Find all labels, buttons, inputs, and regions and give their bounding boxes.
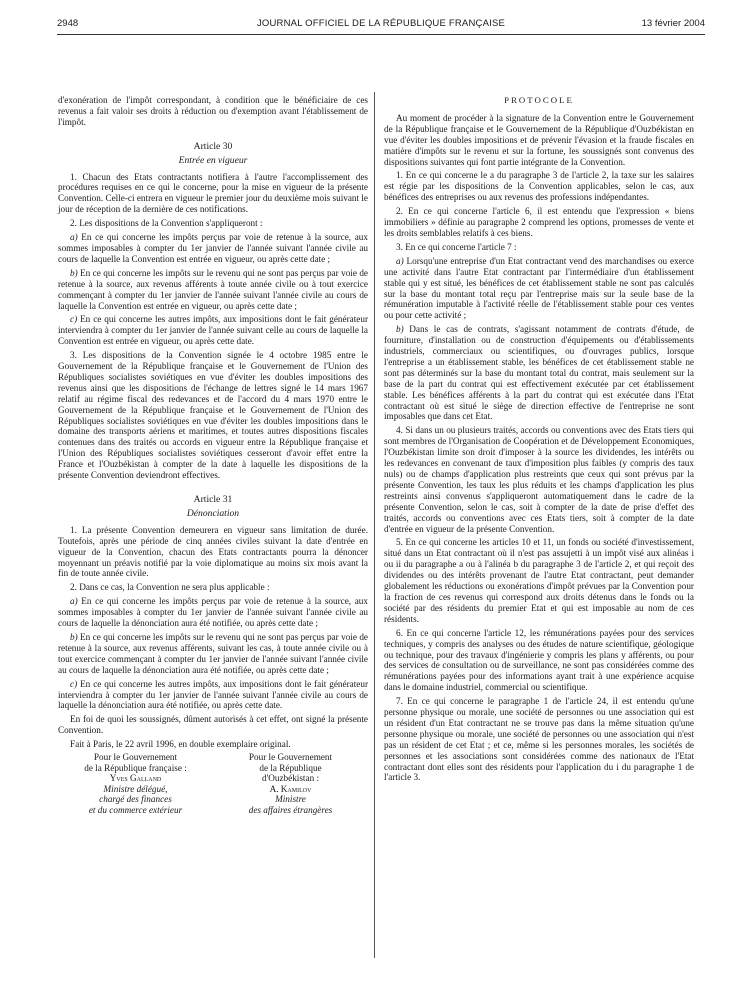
item-label: a) [70, 596, 78, 607]
signatory-line: Pour le Gouvernement [248, 752, 333, 763]
place-and-date: Fait à Paris, le 22 avril 1996, en double exemplaire original. [70, 739, 291, 750]
article-31-p2: 2. Dans ce cas, la Convention ne sera plus applicable : [70, 582, 270, 593]
signature-uzbekistan [213, 752, 368, 816]
item-text: En ce qui concerne les impôts perçus par voie de retenue à la source, aux sommes imposables à compter du 1er janvier de l'année suivant l'année civile au cours de laquelle la dénonciation aura été notifiée, ou après cette date ; [58, 596, 368, 629]
item-label: b) [70, 631, 78, 642]
signatory-role: et du commerce extérieur [88, 805, 183, 815]
article-30-p2: 2. Les dispositions de la Convention s'appliqueront : [70, 218, 263, 229]
item-label: c) [70, 314, 78, 325]
protocole-p6: 6. En ce qui concerne l'article 12, les rémunérations payées pour des services techniques, y compris des analyses ou des études de nature scientifique, géologique ou technique, pour des travaux d'ingénierie y compris les plans y afférents, ou pour des services de consultation ou de surveillance, ne sont pas considérées comme des rémunérations payées pour des informations ayant trait à une expérience acquise dans le domaine industriel, commercial ou scientifique. [384, 627, 694, 693]
publication-date: 13 février 2004 [641, 18, 705, 29]
signature-france [58, 752, 213, 816]
article-31-p1: 1. La présente Convention demeurera en vigueur sans limitation de durée. Toutefois, après une période de cinq années civiles suivant la date d'entrée en vigueur de la Convention, chacun des Etats contractants pourra la dénoncer moyennant un préavis notifié par la voie diplomatique au moins six mois avant la fin de toute année civile. [58, 524, 368, 579]
signatory-role: Ministre [275, 794, 306, 805]
article-31-title: Article 31 [193, 494, 233, 505]
item-text: En ce qui concerne les autres impôts, aux impositions dont le fait générateur interviendra à compter du 1er janvier de l'année suivant l'année civile au cours de laquelle la dénonciation aura été notifiée, ou après cette date. [58, 678, 368, 711]
signatory-name: A. Kamilov [269, 783, 312, 794]
signatory-line: de la République française : [84, 762, 187, 773]
page-header [57, 18, 705, 32]
item-label: a) [70, 232, 78, 243]
article-30-c [58, 314, 368, 347]
article-30-title: Article 30 [193, 140, 233, 152]
protocole-p1: 1. En ce qui concerne le a du paragraphe 3 de l'article 2, la taxe sur les salaires est régie par les dispositions de la Convention applicables, selon le cas, aux bénéfices des entreprises ou aux revenus des professions indépendantes. [384, 170, 694, 203]
protocole-p5: 5. En ce qui concerne les articles 10 et 11, un fonds ou société d'investissement, situé dans un Etat contractant où il n'est pas assujetti à un impôt visé aux alinéas i ou ii du paragraphe a ou à l'alinéa b du paragraphe 3 de l'article 2, et qui reçoit des dividendes ou des intérêts provenant de l'autre Etat contractant, peut demander globalement les réductions ou exonérations d'impôt prévues par la Convention pour la fraction de ces revenus qui correspond aux droits détenus dans le fonds ou la société par des résidents du premier Etat et qui est imposable au nom de ces résidents. [384, 537, 694, 624]
protocole-p7: 7. En ce qui concerne le paragraphe 1 de l'article 24, il est entendu qu'une personne physique ou morale, une société de personnes ou une association qui est un résident d'un Etat contractant ne se trouve pas dans la même situation qu'une personne physique ou morale, une société de personnes ou une association qui n'est pas un résident de cet Etat ; et ce, même si les personnes morales, les sociétés de personnes et les associations sont considérées comme des nationaux de l'Etat contractant dont elles sont des résidents pour l'application du i du paragraphe 1 de l'article 3. [384, 696, 694, 783]
signatory-line: de la République [259, 762, 322, 773]
signatory-name: Yves Galland [109, 773, 162, 784]
item-text: En ce qui concerne les impôts perçus par voie de retenue à la source, aux sommes imposables à compter du 1er janvier de l'année suivant l'année civile au cours de laquelle la Convention est entrée en vigueur, ou après cette date ; [58, 232, 368, 264]
article-31-subtitle: Dénonciation [186, 507, 240, 519]
article-31-b [58, 632, 368, 676]
article-31-a [58, 596, 368, 629]
item-label: c) [70, 678, 78, 689]
protocole-p3: 3. En ce qui concerne l'article 7 : [396, 241, 517, 252]
intro-paragraph: d'exonération de l'impôt correspondant, à condition que le bénéficiaire de ces revenus a fait valoir ses droits à réduction ou d'exemption avant l'établissement de l'impôt. [58, 95, 368, 127]
protocole-p2: 2. En ce qui concerne l'article 6, il est entendu que l'expression « biens immobiliers » définie au paragraphe 2 comprend les options, promesses de vente et les droits semblables relatifs à ces biens. [384, 206, 694, 238]
signatory-role: des affaires étrangères [248, 805, 333, 815]
header-rule [57, 34, 705, 35]
article-30-p1: 1. Chacun des Etats contractants notifiera à l'autre l'accomplissement des procédures requises en ce qui le concerne, pour la mise en vigueur de la présente Convention. Celle-ci entrera en vigueur le premier jour du deuxième mois suivant le jour de réception de la dernière de ces notifications. [58, 171, 368, 215]
column-divider [374, 92, 375, 958]
item-text: Dans le cas de contrats, s'agissant notamment de contrats d'étude, de fourniture, d'installation ou de construction d'équipements ou d'établissements industriels, commerciaux ou scientifiques, ou d'ouvrages publics, lorsque l'entreprise a un établissement stable, les bénéfices de cet établissement stable ne sont pas déterminés sur la base du montant total du contrat, mais seulement sur la base de la part du contrat qui est effectivement exécutée par cet établissement stable. Les bénéfices afférents à la part du contrat qui est exécutée dans l'Etat contractant où est situé le siège de direction effective de l'entreprise ne sont imposables que dans cet Etat. [384, 324, 694, 422]
item-text: Lorsqu'une entreprise d'un Etat contractant vend des marchandises ou exerce une activité dans l'autre Etat contractant par l'intermédiaire d'un établissement stable qui y est situé, les bénéfices de cet établissement stable ne sont pas calculés sur la base du montant total reçu par l'entreprise mais sur la seule base de la rémunération imputable à l'activité réelle de l'établissement stable pour ces ventes ou pour cette activité ; [384, 255, 694, 321]
protocole-p3a [384, 256, 694, 321]
signature-block [58, 752, 368, 816]
article-31-c [58, 679, 368, 712]
left-column [58, 95, 368, 816]
signatory-line: d'Ouzbékistan : [261, 773, 320, 784]
item-text: En ce qui concerne les impôts sur le revenu qui ne sont pas perçus par voie de retenue à la source, aux revenus afférents à toute année civile ou à tout exercice commençant à compter du 1er janvier de l'année suivant l'année civile au cours de laquelle la Convention est entrée en vigueur, ou après cette date ; [58, 267, 368, 311]
signatory-line: Pour le Gouvernement [93, 752, 178, 763]
page-number: 2948 [57, 18, 79, 29]
item-label: b) [396, 324, 404, 335]
article-30-a [58, 232, 368, 265]
right-column [384, 95, 694, 783]
protocole-intro: Au moment de procéder à la signature de la Convention entre le Gouvernement de la République française et le Gouvernement de la République d'Ouzbékistan en vue d'éviter les doubles impositions et de prévenir l'évasion et la fraude fiscales en matière d'impôts sur le revenu et sur la fortune, les soussignés sont convenus des dispositions suivantes qui font partie intégrante de la Convention. [384, 112, 694, 167]
protocole-p4: 4. Si dans un ou plusieurs traités, accords ou conventions avec des Etats tiers qui sont membres de l'Organisation de Coopération et de Développement Economiques, l'Ouzbékistan limite son droit d'imposer à la source les dividendes, les intérêts ou les redevances en convenant de taux d'imposition plus faibles (y compris des taux nuls) ou de champs d'application plus restreints que ceux qui sont prévus par la présente Convention, les taux les plus réduits et les champs d'application les plus restreints ainsi convenus s'appliqueront automatiquement dans le cadre de la présente Convention, selon le cas, soit à compter de la date de prise d'effet des traités, accords ou conventions avec ces Etats tiers, soit à compter de la date d'entrée en vigueur de la présente Convention. [384, 425, 694, 534]
closing-paragraph: En foi de quoi les soussignés, dûment autorisés à cet effet, ont signé la présente Convention. [58, 714, 368, 736]
article-30-p3: 3. Les dispositions de la Convention signée le 4 octobre 1985 entre le Gouvernement de la République française et le Gouvernement de l'Union des Républiques socialistes soviétiques en vue d'éviter les doubles impositions des revenus ainsi que les dispositions de l'échange de lettres signé le 14 mars 1967 relatif au régime fiscal des redevances et de l'accord du 4 mars 1970 entre le Gouvernement de la République française et le Gouvernement de l'Union des Républiques socialistes soviétiques en vue d'éviter les doubles impositions dans le domaine des transports aériens et maritimes, et toutes autres dispositions fiscales contenues dans des traités ou accords en vigueur entre la République française et l'Union des Républiques socialistes soviétiques cesseront d'avoir effet entre la France et l'Ouzbékistan à compter de la date à laquelle les dispositions de la présente Convention deviendront effectives. [58, 350, 368, 481]
article-30-b [58, 268, 368, 312]
item-text: En ce qui concerne les autres impôts, aux impositions dont le fait générateur interviendra à compter du 1er janvier de l'année suivant celle au cours de laquelle la Convention est entrée en vigueur, ou après cette date. [58, 314, 368, 347]
protocole-title: PROTOCOLE [504, 95, 574, 105]
item-text: En ce qui concerne les impôts sur le revenu qui ne sont pas perçus par voie de retenue à la source, aux revenus afférents, suivant les cas, à toute année civile ou à tout exercice commençant à compter du 1er janvier de l'année suivant l'année civile au cours de laquelle la dénonciation aura été notifiée, ou après cette date ; [58, 631, 368, 675]
signatory-role: Ministre délégué, [103, 783, 168, 794]
item-label: b) [70, 267, 78, 278]
article-30-subtitle: Entrée en vigueur [178, 154, 248, 166]
signatory-role: chargé des finances [99, 794, 172, 805]
journal-title: JOURNAL OFFICIEL DE LA RÉPUBLIQUE FRANÇAISE [256, 18, 506, 29]
item-label: a) [396, 255, 404, 266]
protocole-p3b [384, 324, 694, 422]
